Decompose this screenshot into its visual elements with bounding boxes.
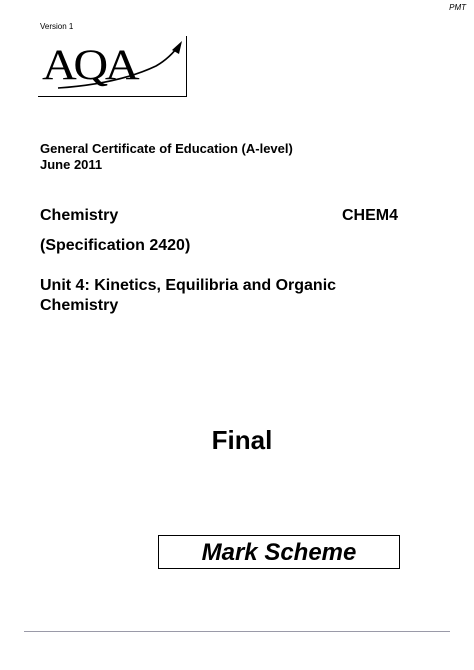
logo-swoosh-icon bbox=[38, 36, 186, 96]
unit-title bbox=[40, 276, 420, 316]
unit-title-line2: Chemistry bbox=[40, 297, 119, 314]
mark-scheme-title: Mark Scheme bbox=[158, 535, 400, 569]
final-label: Final bbox=[211, 425, 273, 455]
version-label: Version 1 bbox=[40, 22, 74, 31]
qualification-block bbox=[40, 141, 293, 173]
pmt-label: PMT bbox=[449, 3, 466, 12]
aqa-logo bbox=[38, 36, 187, 97]
subject-code: CHEM4 bbox=[342, 207, 399, 224]
unit-title-line1: Unit 4: Kinetics, Equilibria and Organic bbox=[40, 277, 337, 294]
aqa-logo-text: AQA bbox=[42, 42, 137, 89]
specification: (Specification 2420) bbox=[40, 237, 191, 254]
subject-name: Chemistry bbox=[40, 207, 119, 224]
qualification-title: General Certificate of Education (A-level) bbox=[40, 141, 293, 156]
footer-divider bbox=[24, 631, 450, 632]
exam-session: June 2011 bbox=[40, 157, 103, 172]
